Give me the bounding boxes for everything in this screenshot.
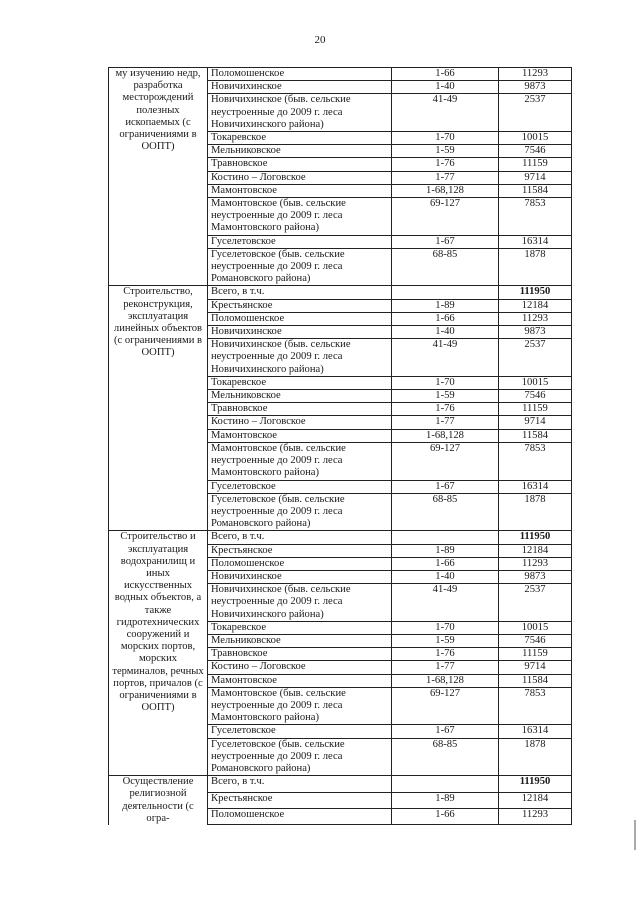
quarters-cell [392, 776, 499, 792]
quarters-cell: 41-49 [392, 584, 499, 622]
forestry-name-cell: Мамонтовское (быв. сельские неустроенные до 2009 г. леса Мамонтовского района) [208, 442, 392, 480]
purpose-text: Осуществление религиозной деятельности (с огра- [122, 776, 194, 824]
table-row [109, 68, 572, 81]
area-cell: 11293 [499, 557, 572, 570]
forestry-name-cell: Крестьянское [208, 299, 392, 312]
forestry-name-cell: Токаревское [208, 376, 392, 389]
quarters-cell: 69-127 [392, 442, 499, 480]
quarters-cell: 1-68,128 [392, 674, 499, 687]
forestry-name-cell: Поломошенское [208, 312, 392, 325]
quarters-cell: 1-68,128 [392, 429, 499, 442]
quarters-cell: 1-59 [392, 145, 499, 158]
purpose-text: Строительство, реконструкция, эксплуатация линейных объектов (с ограничениями в ООПТ) [113, 286, 203, 359]
forestry-name-cell: Костино – Логовское [208, 661, 392, 674]
quarters-cell: 1-76 [392, 403, 499, 416]
quarters-cell: 68-85 [392, 738, 499, 776]
quarters-cell: 1-67 [392, 235, 499, 248]
quarters-cell: 1-40 [392, 81, 499, 94]
area-cell: 9714 [499, 661, 572, 674]
area-cell: 12184 [499, 792, 572, 808]
area-cell: 7853 [499, 442, 572, 480]
purpose-cell [109, 68, 208, 286]
forestry-name-cell: Всего, в т.ч. [208, 286, 392, 299]
quarters-cell: 1-77 [392, 416, 499, 429]
forestry-name-cell: Мамонтовское (быв. сельские неустроенные до 2009 г. леса Мамонтовского района) [208, 687, 392, 725]
table-row-total [109, 531, 572, 544]
area-cell: 1878 [499, 248, 572, 286]
forestry-name-cell: Гуселетовское (быв. сельские неустроенные до 2009 г. леса Романовского района) [208, 738, 392, 776]
quarters-cell: 41-49 [392, 94, 499, 132]
purpose-cell [109, 776, 208, 825]
area-cell: 11584 [499, 184, 572, 197]
forestry-name-cell: Всего, в т.ч. [208, 531, 392, 544]
forestry-name-cell: Гуселетовское (быв. сельские неустроенные до 2009 г. леса Романовского района) [208, 248, 392, 286]
area-cell: 11159 [499, 648, 572, 661]
area-total-cell: 111950 [499, 286, 572, 299]
forestry-name-cell: Гуселетовское [208, 725, 392, 738]
quarters-cell: 1-68,128 [392, 184, 499, 197]
area-cell: 12184 [499, 544, 572, 557]
purpose-cell [109, 531, 208, 776]
area-total-cell: 111950 [499, 531, 572, 544]
forestry-name-cell: Новичихинское [208, 326, 392, 339]
forestry-name-cell: Новичихинское [208, 570, 392, 583]
area-cell: 9714 [499, 416, 572, 429]
forestry-name-cell: Новичихинское (быв. сельские неустроенные до 2009 г. леса Новичихинского района) [208, 584, 392, 622]
quarters-cell: 1-76 [392, 158, 499, 171]
area-cell: 16314 [499, 235, 572, 248]
area-cell: 2537 [499, 584, 572, 622]
quarters-cell: 1-70 [392, 621, 499, 634]
quarters-cell: 1-66 [392, 68, 499, 81]
area-cell: 11584 [499, 429, 572, 442]
quarters-cell: 1-59 [392, 390, 499, 403]
area-cell: 2537 [499, 339, 572, 377]
page-number: 20 [314, 34, 326, 46]
area-cell: 12184 [499, 299, 572, 312]
quarters-cell: 1-66 [392, 312, 499, 325]
table-body [109, 68, 572, 825]
table-row-total [109, 286, 572, 299]
area-cell: 9714 [499, 171, 572, 184]
area-cell: 11293 [499, 809, 572, 825]
quarters-cell: 68-85 [392, 248, 499, 286]
area-cell: 7546 [499, 145, 572, 158]
forestry-name-cell: Поломошенское [208, 68, 392, 81]
quarters-cell: 1-67 [392, 480, 499, 493]
forestry-name-cell: Травновское [208, 403, 392, 416]
area-cell: 11293 [499, 312, 572, 325]
area-cell: 11159 [499, 158, 572, 171]
forestry-name-cell: Мамонтовское [208, 429, 392, 442]
quarters-cell: 68-85 [392, 493, 499, 531]
area-cell: 10015 [499, 376, 572, 389]
quarters-cell: 1-66 [392, 809, 499, 825]
quarters-cell [392, 531, 499, 544]
forestry-name-cell: Всего, в т.ч. [208, 776, 392, 792]
forestry-name-cell: Крестьянское [208, 792, 392, 808]
area-cell: 11293 [499, 68, 572, 81]
quarters-cell: 1-59 [392, 634, 499, 647]
area-cell: 2537 [499, 94, 572, 132]
quarters-cell: 1-77 [392, 171, 499, 184]
table-row-total [109, 776, 572, 792]
area-cell: 10015 [499, 621, 572, 634]
forestry-name-cell: Крестьянское [208, 544, 392, 557]
forestry-name-cell: Мамонтовское [208, 674, 392, 687]
forestry-name-cell: Мамонтовское (быв. сельские неустроенные до 2009 г. леса Мамонтовского района) [208, 198, 392, 236]
forestry-name-cell: Токаревское [208, 621, 392, 634]
quarters-cell [392, 286, 499, 299]
forestry-name-cell: Мамонтовское [208, 184, 392, 197]
area-cell: 10015 [499, 132, 572, 145]
forestry-name-cell: Мельниковское [208, 145, 392, 158]
quarters-cell: 1-66 [392, 557, 499, 570]
area-cell: 7853 [499, 198, 572, 236]
quarters-cell: 1-89 [392, 299, 499, 312]
area-cell: 9873 [499, 326, 572, 339]
area-cell: 7853 [499, 687, 572, 725]
purpose-text: Строительство и эксплуатация водохранилищ и иных искусственных водных объектов, а также гидротехнических сооружений и морских портов, морских терминалов, речных портов, причалов (с ограничениями в ООПТ) [112, 531, 204, 714]
quarters-cell: 1-89 [392, 544, 499, 557]
area-cell: 9873 [499, 81, 572, 94]
quarters-cell: 1-70 [392, 376, 499, 389]
area-total-cell: 111950 [499, 776, 572, 792]
quarters-cell: 1-40 [392, 570, 499, 583]
forestry-name-cell: Поломошенское [208, 557, 392, 570]
area-cell: 16314 [499, 480, 572, 493]
area-cell: 11159 [499, 403, 572, 416]
scan-artifact [634, 820, 636, 850]
quarters-cell: 69-127 [392, 198, 499, 236]
quarters-cell: 69-127 [392, 687, 499, 725]
quarters-cell: 1-67 [392, 725, 499, 738]
area-cell: 16314 [499, 725, 572, 738]
forestry-name-cell: Гуселетовское [208, 235, 392, 248]
area-cell: 7546 [499, 634, 572, 647]
forestry-name-cell: Гуселетовское (быв. сельские неустроенные до 2009 г. леса Романовского района) [208, 493, 392, 531]
forestry-name-cell: Гуселетовское [208, 480, 392, 493]
forestry-name-cell: Мельниковское [208, 634, 392, 647]
forestry-name-cell: Мельниковское [208, 390, 392, 403]
forestry-name-cell: Травновское [208, 158, 392, 171]
area-cell: 1878 [499, 493, 572, 531]
quarters-cell: 1-89 [392, 792, 499, 808]
forestry-name-cell: Травновское [208, 648, 392, 661]
quarters-cell: 1-76 [392, 648, 499, 661]
forestry-name-cell: Токаревское [208, 132, 392, 145]
forestry-name-cell: Поломошенское [208, 809, 392, 825]
quarters-cell: 1-77 [392, 661, 499, 674]
forest-use-table [108, 67, 572, 825]
area-cell: 11584 [499, 674, 572, 687]
quarters-cell: 1-70 [392, 132, 499, 145]
forestry-name-cell: Костино – Логовское [208, 171, 392, 184]
forestry-name-cell: Костино – Логовское [208, 416, 392, 429]
forestry-name-cell: Новичихинское (быв. сельские неустроенные до 2009 г. леса Новичихинского района) [208, 94, 392, 132]
forestry-name-cell: Новичихинское (быв. сельские неустроенные до 2009 г. леса Новичихинского района) [208, 339, 392, 377]
purpose-text: му изучению недр, разработка месторождений полезных ископаемых (с ограничениями в ООПТ) [115, 68, 201, 153]
area-cell: 7546 [499, 390, 572, 403]
area-cell: 1878 [499, 738, 572, 776]
quarters-cell: 1-40 [392, 326, 499, 339]
area-cell: 9873 [499, 570, 572, 583]
quarters-cell: 41-49 [392, 339, 499, 377]
forestry-name-cell: Новичихинское [208, 81, 392, 94]
purpose-cell [109, 286, 208, 531]
